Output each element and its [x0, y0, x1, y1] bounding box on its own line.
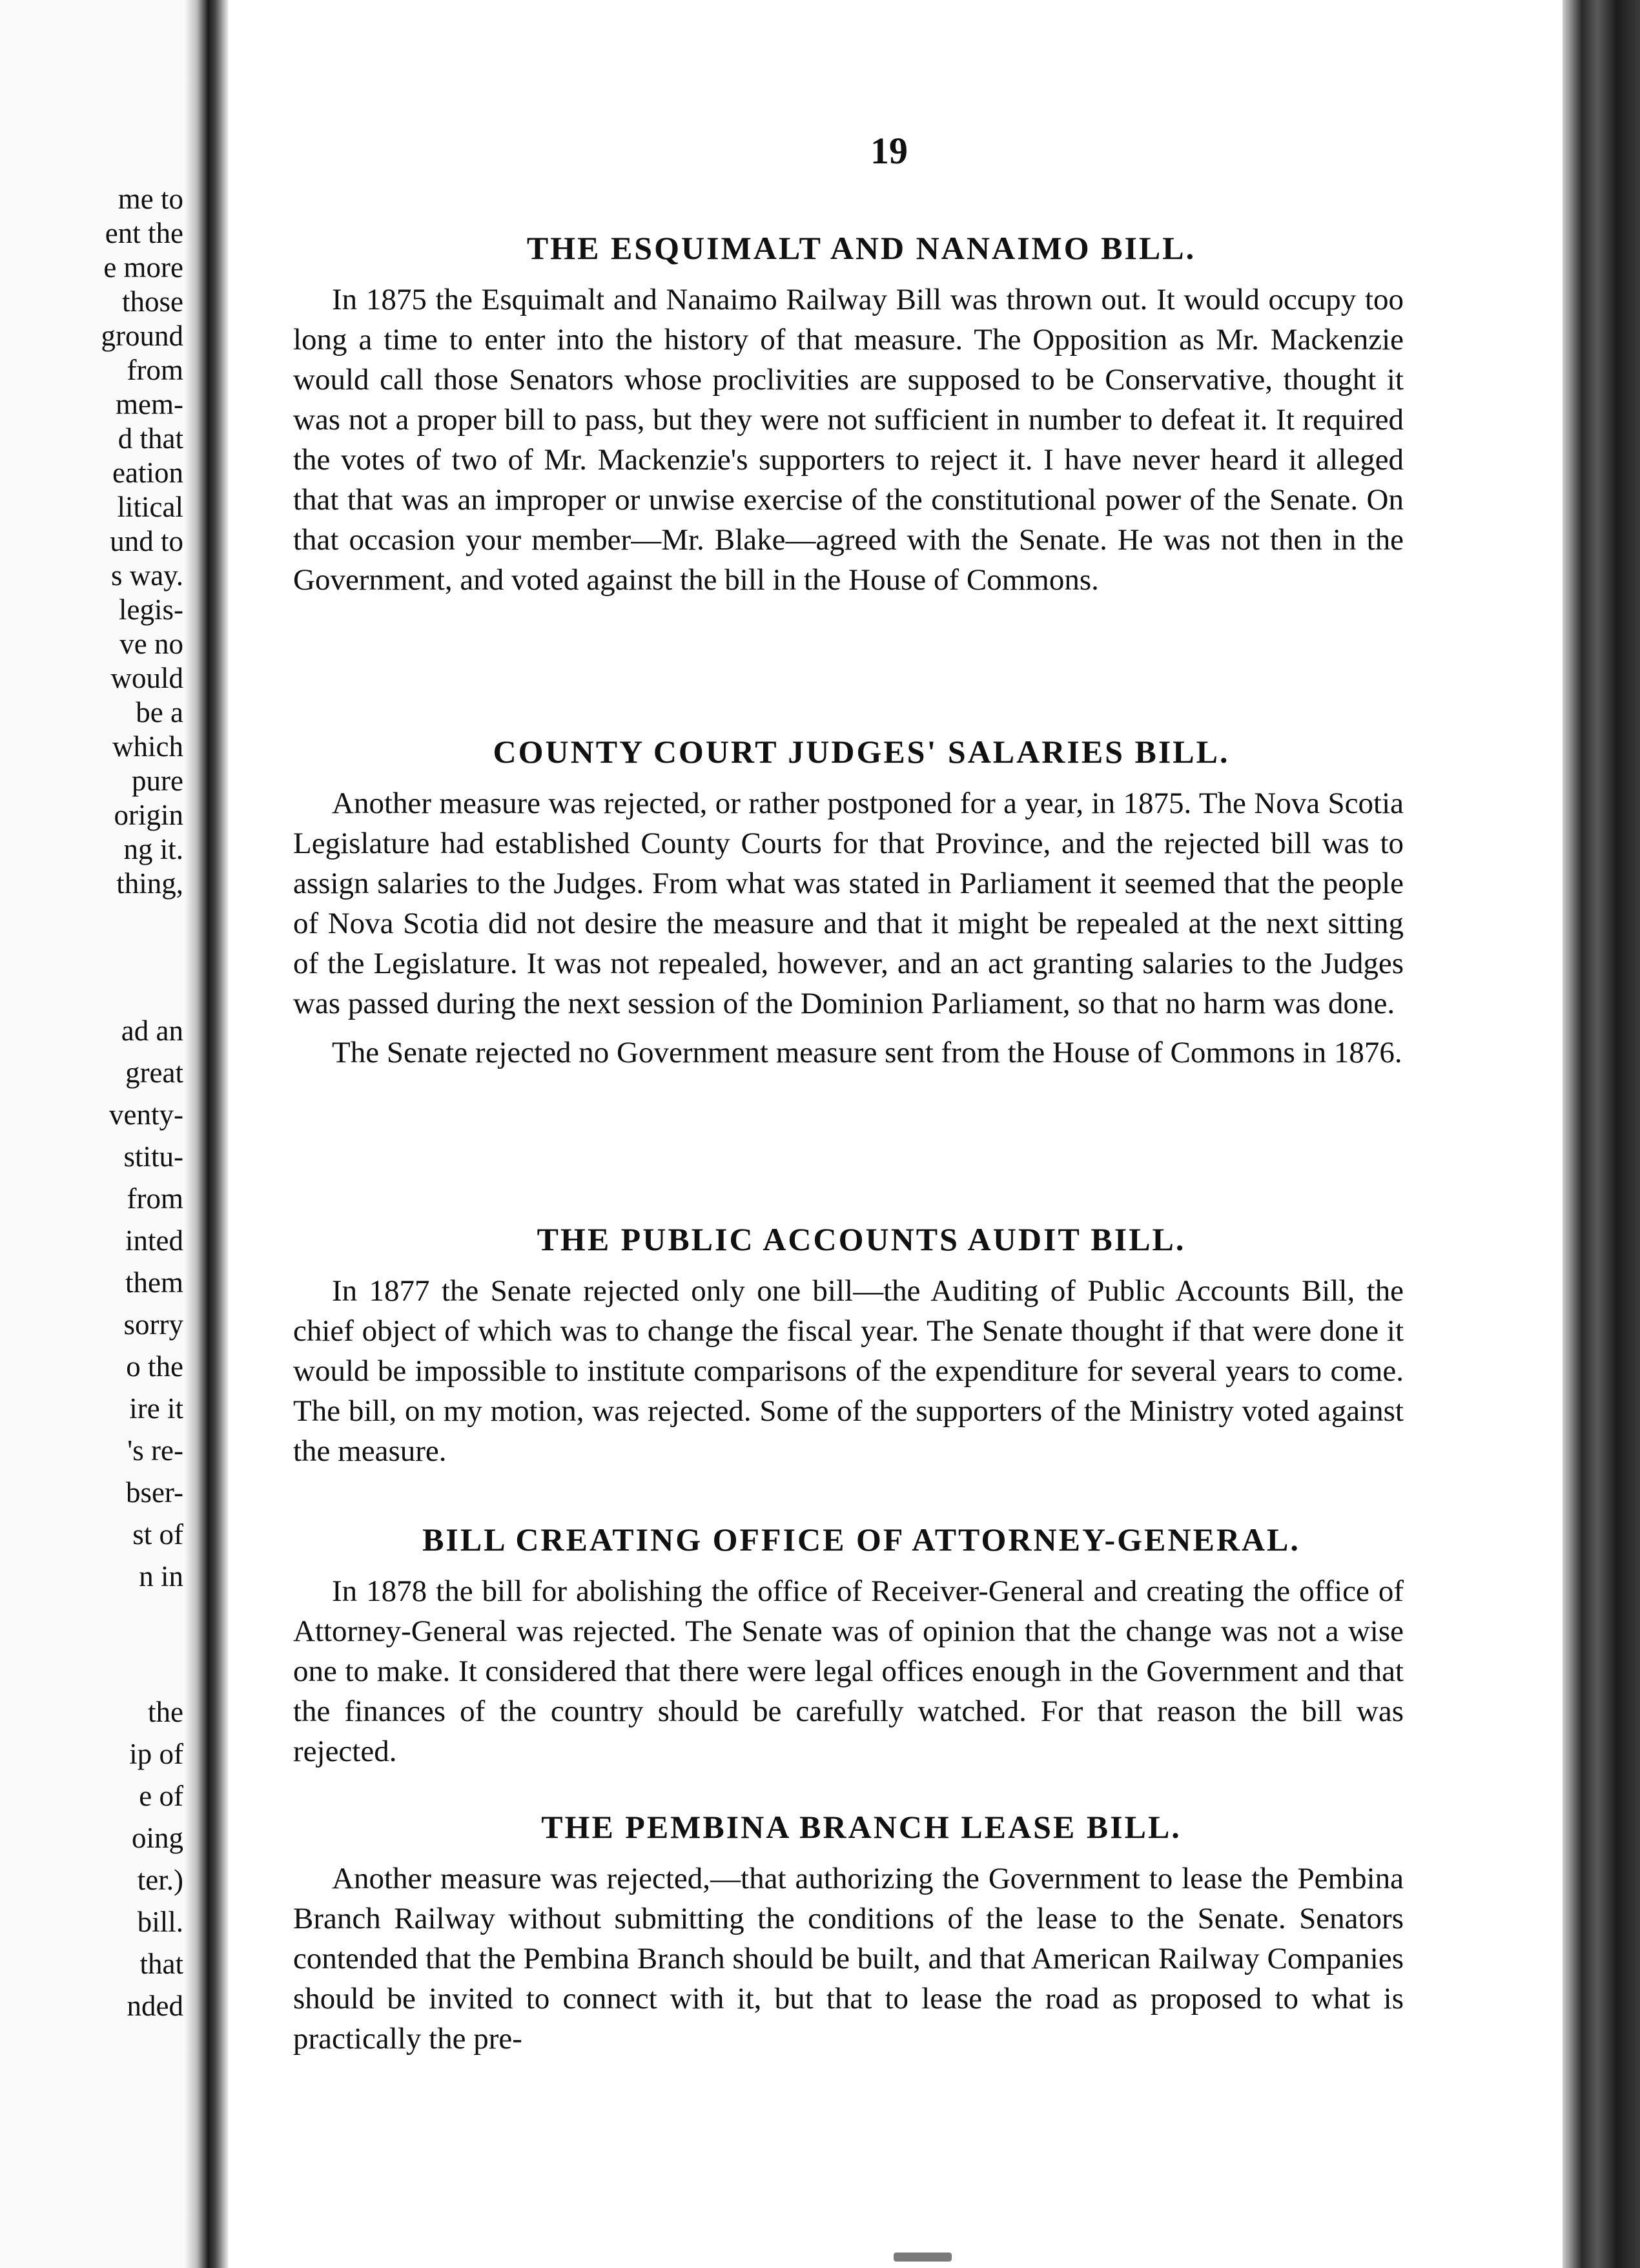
main-page: [229, 0, 1550, 2268]
facing-line: ground: [101, 320, 183, 352]
facing-line: nded: [127, 1990, 183, 2022]
page-number: 19: [870, 130, 908, 172]
section-heading: COUNTY COURT JUDGES' SALARIES BILL.: [493, 734, 1230, 770]
section-pembina-branch: [293, 1808, 1404, 2059]
facing-line: me to: [118, 183, 183, 215]
facing-line: the: [148, 1696, 183, 1728]
paragraph: In 1875 the Esquimalt and Nanaimo Railway Bill was thrown out. It would occupy too long a time to enter into the history of that measure. The Opposition as Mr. Mackenzie would call those Senators whose proclivities are supposed to be Conservative, thought it was not a proper bill to pass, but they were not sufficient in number to defeat it. It required the votes of two of Mr. Mackenzie's supporters to reject it. I have never heard it alleged that that was an improper or unwise exercise of the constitutional power of the Senate. On that occasion your member—Mr. Blake—agreed with the Senate. He was not then in the Government, and voted against the bill in the House of Commons.: [293, 283, 1404, 597]
facing-line: st of: [132, 1518, 183, 1551]
facing-line: them: [125, 1266, 183, 1299]
facing-line: pure: [132, 765, 183, 797]
section-public-accounts-audit: [293, 1221, 1404, 1471]
facing-line: from: [127, 1182, 183, 1215]
facing-line: e of: [139, 1780, 183, 1812]
section-county-court-judges: [293, 733, 1404, 1073]
facing-line: from: [127, 354, 183, 386]
paragraph: The Senate rejected no Government measure sent from the House of Commons in 1876.: [332, 1036, 1402, 1069]
facing-line: bill.: [137, 1906, 183, 1938]
section-heading: BILL CREATING OFFICE OF ATTORNEY-GENERAL.: [422, 1521, 1300, 1558]
facing-line: ire it: [129, 1392, 183, 1425]
facing-line: sorry: [123, 1308, 183, 1341]
facing-line: und to: [110, 525, 183, 557]
facing-line: would: [110, 662, 183, 694]
facing-line: ter.): [137, 1864, 183, 1896]
facing-line: ad an: [121, 1015, 183, 1047]
facing-line: ip of: [129, 1738, 183, 1770]
facing-line: ng it.: [123, 833, 183, 865]
book-gutter: [183, 0, 229, 2268]
facing-line: eation: [112, 457, 183, 489]
section-heading: THE PEMBINA BRANCH LEASE BILL.: [541, 1809, 1182, 1845]
book-edge: [1563, 0, 1640, 2268]
facing-line: ent the: [105, 217, 183, 249]
section-heading: THE ESQUIMALT AND NANAIMO BILL.: [526, 230, 1196, 266]
facing-line: those: [122, 285, 183, 318]
facing-line: e more: [103, 251, 183, 284]
section-attorney-general: [293, 1521, 1404, 1771]
facing-page: [0, 0, 194, 2268]
facing-line: be a: [136, 696, 183, 728]
paragraph: In 1877 the Senate rejected only one bill—the Auditing of Public Accounts Bill, the chief object of which was to change the fiscal year. The Senate thought if that were done it would be impossible to institute comparisons of the expenditure for several years to come. The bill, on my motion, was rejected. Some of the supporters of the Ministry voted against the measure.: [293, 1274, 1404, 1468]
facing-line: thing,: [116, 867, 183, 900]
facing-line: oing: [131, 1822, 183, 1854]
facing-line: inted: [125, 1224, 183, 1257]
print-smudge: [894, 2253, 952, 2262]
facing-line: that: [139, 1948, 183, 1980]
facing-line: 's re-: [127, 1434, 183, 1467]
facing-line: which: [112, 730, 183, 763]
facing-line: stitu-: [123, 1140, 183, 1173]
facing-line: bser-: [125, 1476, 183, 1509]
paragraph: Another measure was rejected, or rather postponed for a year, in 1875. The Nova Scotia Legislature had established County Courts for that Province, and the rejected bill was to assign salaries to the Judges. From what was stated in Parliament it seemed that the people of Nova Scotia did not desire the measure and that it might be repealed at the next sitting of the Legislature. It was not repealed, however, and an act granting salaries to the Judges was passed during the next session of the Dominion Parliament, so that no harm was done.: [293, 787, 1404, 1020]
facing-line: d that: [118, 422, 183, 455]
section-heading: THE PUBLIC ACCOUNTS AUDIT BILL.: [537, 1221, 1186, 1257]
facing-line: ve no: [119, 628, 183, 660]
paragraph: Another measure was rejected,—that authorizing the Government to lease the Pembina Branch Railway without submitting the conditions of the lease to the Senate. Senators contended that the Pembina Branch should be built, and that American Railway Companies should be invited to connect with it, but that to lease the road as proposed to what is practically the pre-: [293, 1862, 1404, 2056]
facing-line: great: [125, 1057, 183, 1089]
facing-line: venty-: [109, 1098, 183, 1131]
facing-line: n in: [139, 1560, 183, 1593]
facing-line: origin: [114, 799, 183, 831]
facing-line: legis-: [119, 593, 183, 626]
facing-line: o the: [126, 1350, 183, 1383]
section-esquimalt-nanaimo: [293, 229, 1404, 600]
facing-line: litical: [117, 491, 183, 523]
facing-line: s way.: [110, 559, 183, 592]
paragraph: In 1878 the bill for abolishing the office of Receiver-General and creating the office of Attorney-General was rejected. The Senate was of opinion that the change was not a wise one to make. It considered that there were legal offices enough in the Government and that the finances of the country should be carefully watched. For that reason the bill was rejected.: [293, 1574, 1404, 1768]
facing-line: mem-: [116, 388, 183, 420]
